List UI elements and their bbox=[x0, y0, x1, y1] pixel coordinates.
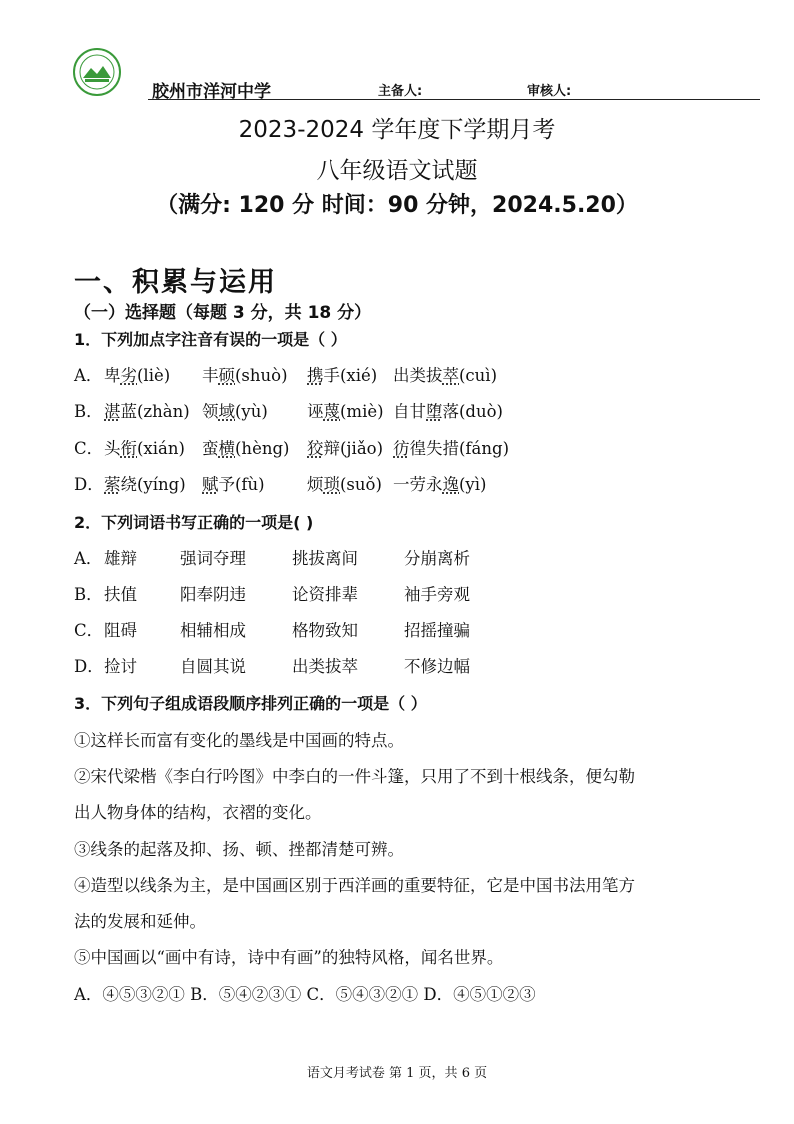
item-text: (suǒ) bbox=[340, 475, 382, 494]
item-text: (xián) bbox=[137, 439, 185, 458]
item-text: 徨失措(fáng) bbox=[409, 439, 510, 458]
option-word: 扶值 bbox=[104, 585, 137, 604]
option-item bbox=[393, 435, 509, 459]
option-word: 挑拔离间 bbox=[292, 549, 358, 568]
sentence-line: ①这样长而富有变化的墨线是中国画的特点。 bbox=[74, 731, 404, 750]
option-item bbox=[104, 435, 185, 459]
item-text: (shuò) bbox=[235, 366, 288, 385]
option-word: 出类拔萃 bbox=[292, 657, 358, 676]
dotted-char: 堕 bbox=[426, 402, 443, 421]
option-item bbox=[307, 435, 383, 459]
option-word: 雄辩 bbox=[104, 549, 137, 568]
dotted-char: 蔑 bbox=[323, 402, 340, 421]
option-item bbox=[202, 471, 265, 495]
option-label: A． bbox=[74, 549, 103, 568]
item-text: (yù) bbox=[235, 402, 268, 421]
option-item bbox=[202, 398, 268, 422]
option-word: 论资排辈 bbox=[292, 585, 358, 604]
answer-options: A．④⑤③②① B．⑤④②③① C．⑤④③②① D．④⑤①②③ bbox=[74, 985, 536, 1004]
dotted-char: 琐 bbox=[323, 475, 340, 494]
exam-title: 2023-2024 学年度下学期月考 bbox=[238, 117, 556, 143]
item-text: 自甘 bbox=[393, 402, 426, 421]
item-text: 予(fù) bbox=[218, 475, 265, 494]
item-text: 蓝(zhàn) bbox=[120, 402, 190, 421]
item-text: (hèng) bbox=[235, 439, 290, 458]
item-text: 领 bbox=[202, 402, 219, 421]
option-label: C． bbox=[74, 621, 104, 640]
option-word: 强词夺理 bbox=[180, 549, 246, 568]
school-name: 胶州市洋河中学 bbox=[152, 82, 271, 102]
dotted-char: 硕 bbox=[218, 366, 235, 385]
dotted-char: 狡 bbox=[307, 439, 324, 458]
option-word: 分崩离析 bbox=[404, 549, 470, 568]
option-label: C． bbox=[74, 439, 104, 458]
item-text: 绕(yíng) bbox=[120, 475, 186, 494]
question-2-stem: 2．下列词语书写正确的一项是( ) bbox=[74, 513, 314, 532]
option-label: A． bbox=[74, 366, 103, 385]
question-1-stem: 1．下列加点字注音有误的一项是（ ） bbox=[74, 330, 347, 349]
option-label: D． bbox=[74, 657, 104, 676]
dotted-char: 彷 bbox=[393, 439, 410, 458]
sentence-line: ②宋代梁楷《李白行吟图》中李白的一件斗篷，只用了不到十根线条，便勾勒 bbox=[74, 767, 635, 786]
option-word: 捡讨 bbox=[104, 657, 137, 676]
item-text: 手(xié) bbox=[323, 366, 378, 385]
exam-info: （满分: 120 分 时间：90 分钟，2024.5.20） bbox=[156, 193, 638, 218]
item-text: (yì) bbox=[459, 475, 487, 494]
header-rule bbox=[148, 99, 760, 100]
item-text: 辩(jiǎo) bbox=[323, 439, 384, 458]
item-text: 头 bbox=[104, 439, 121, 458]
option-label: B． bbox=[74, 585, 103, 604]
option-item bbox=[307, 362, 377, 386]
item-text: 丰 bbox=[202, 366, 219, 385]
item-text: 卑 bbox=[104, 366, 121, 385]
dotted-char: 萦 bbox=[104, 475, 121, 494]
item-text: (cuì) bbox=[459, 366, 498, 385]
option-word: 袖手旁观 bbox=[404, 585, 470, 604]
sentence-line: ③线条的起落及抑、扬、顿、挫都清楚可辨。 bbox=[74, 840, 404, 859]
option-word: 自圆其说 bbox=[180, 657, 246, 676]
option-item bbox=[393, 471, 486, 495]
school-logo bbox=[72, 47, 122, 97]
sentence-line: ④造型以线条为主，是中国画区别于西洋画的重要特征，它是中国书法用笔方 bbox=[74, 876, 635, 895]
sentence-line: 法的发展和延伸。 bbox=[74, 912, 206, 931]
option-item bbox=[202, 435, 289, 459]
option-word: 相辅相成 bbox=[180, 621, 246, 640]
option-item bbox=[104, 362, 170, 386]
dotted-char: 携 bbox=[307, 366, 324, 385]
question-3-stem: 3．下列句子组成语段顺序排列正确的一项是（ ） bbox=[74, 694, 427, 713]
option-item bbox=[307, 398, 384, 422]
subsection-heading: （一）选择题（每题 3 分，共 18 分） bbox=[74, 303, 372, 323]
reviewer-label: 审核人: bbox=[527, 84, 572, 99]
option-item bbox=[393, 398, 503, 422]
page-footer: 语文月考试卷 第 1 页，共 6 页 bbox=[306, 1066, 488, 1081]
option-word: 阳奉阴违 bbox=[180, 585, 246, 604]
dotted-char: 域 bbox=[218, 402, 235, 421]
option-word: 阻碍 bbox=[104, 621, 137, 640]
dotted-char: 湛 bbox=[104, 402, 121, 421]
item-text: 烦 bbox=[307, 475, 324, 494]
option-item bbox=[104, 471, 186, 495]
item-text: 诬 bbox=[307, 402, 324, 421]
option-item bbox=[104, 398, 190, 422]
option-item bbox=[202, 362, 288, 386]
option-item bbox=[393, 362, 497, 386]
dotted-char: 劣 bbox=[120, 366, 137, 385]
item-text: 蛮 bbox=[202, 439, 219, 458]
dotted-char: 萃 bbox=[442, 366, 459, 385]
item-text: 落(duò) bbox=[442, 402, 503, 421]
option-label: D． bbox=[74, 475, 104, 494]
dotted-char: 逸 bbox=[442, 475, 459, 494]
option-word: 招摇撞骗 bbox=[404, 621, 470, 640]
option-label: B． bbox=[74, 402, 103, 421]
item-text: 一劳永 bbox=[393, 475, 443, 494]
dotted-char: 衔 bbox=[120, 439, 137, 458]
preparer-label: 主备人: bbox=[378, 84, 423, 99]
sentence-line: ⑤中国画以“画中有诗，诗中有画”的独特风格，闻名世界。 bbox=[74, 948, 504, 967]
exam-subject: 八年级语文试题 bbox=[316, 158, 478, 184]
item-text: (liè) bbox=[137, 366, 171, 385]
dotted-char: 横 bbox=[218, 439, 235, 458]
option-word: 不修边幅 bbox=[404, 657, 470, 676]
item-text: (miè) bbox=[340, 402, 384, 421]
sentence-line: 出人物身体的结构，衣褶的变化。 bbox=[74, 803, 322, 822]
option-word: 格物致知 bbox=[292, 621, 358, 640]
item-text: 出类拔 bbox=[393, 366, 443, 385]
dotted-char: 赋 bbox=[202, 475, 219, 494]
section-heading: 一、积累与运用 bbox=[74, 267, 277, 298]
option-item bbox=[307, 471, 382, 495]
